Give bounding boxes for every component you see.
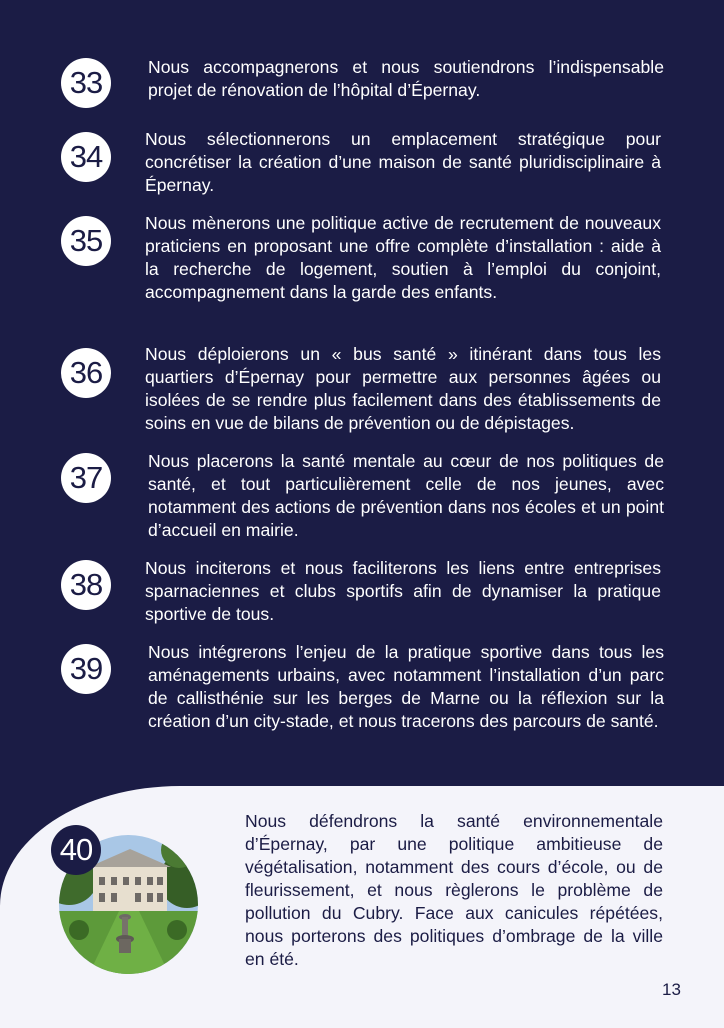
item-text: Nous inciterons et nous faciliterons les liens entre entreprises sparnaciennes et clubs sportifs afin de dynamiser la pratique sportive de tous. [145,558,661,624]
item-number-badge: 39 [61,644,111,694]
item-text: Nous accompagnerons et nous soutiendrons l’indispensable projet de rénovation de l’hôpital d’Épernay. [148,57,664,100]
item-text: Nous sélectionnerons un emplacement stratégique pour concrétiser la création d’une maison de santé pluridisciplinaire à Épernay. [145,129,661,195]
item-number-badge: 36 [61,348,111,398]
item-text: Nous placerons la santé mentale au cœur de nos politiques de santé, et tout particulièrement celle de nos jeunes, avec notamment des actions de prévention dans nos écoles et un point d’accueil en mairie. [148,451,664,540]
item-number-badge: 34 [61,132,111,182]
item-number-badge: 38 [61,560,111,610]
item-text: Nous défendrons la santé environnementale d’Épernay, par une politique ambitieuse de végétalisation, notamment des cours d’école, ou de fleurissement, et nous règlerons le problème de pollution du Cubry. Face aux canicules répétées, nous porterons des politiques d’ombrage de la ville en été. [245,811,663,969]
item-number-badge: 40 [51,825,101,875]
item-text: Nous intégrerons l’enjeu de la pratique sportive dans tous les aménagements urbains, avec notamment l’installation d’un parc de callisthénie sur les berges de Marne ou la réflexion sur la création d’un city-stade, et nous tracerons des parcours de santé. [148,642,664,731]
item-number-badge: 37 [61,453,111,503]
item-number-badge: 35 [61,216,111,266]
item-text: Nous mènerons une politique active de recrutement de nouveaux praticiens en proposant une offre complète d’installation : aide à la recherche de logement, soutien à l’emploi du conjoint, accompagnement dans la garde des enfants. [145,213,661,302]
item-number-badge: 33 [61,58,111,108]
page-number: 13 [662,980,681,999]
item-text: Nous déploierons un « bus santé » itinérant dans tous les quartiers d’Épernay pour permettre aux personnes âgées ou isolées de se rendre plus facilement dans des établissements de soins en vue de bilans de prévention ou de dépistages. [145,344,661,433]
